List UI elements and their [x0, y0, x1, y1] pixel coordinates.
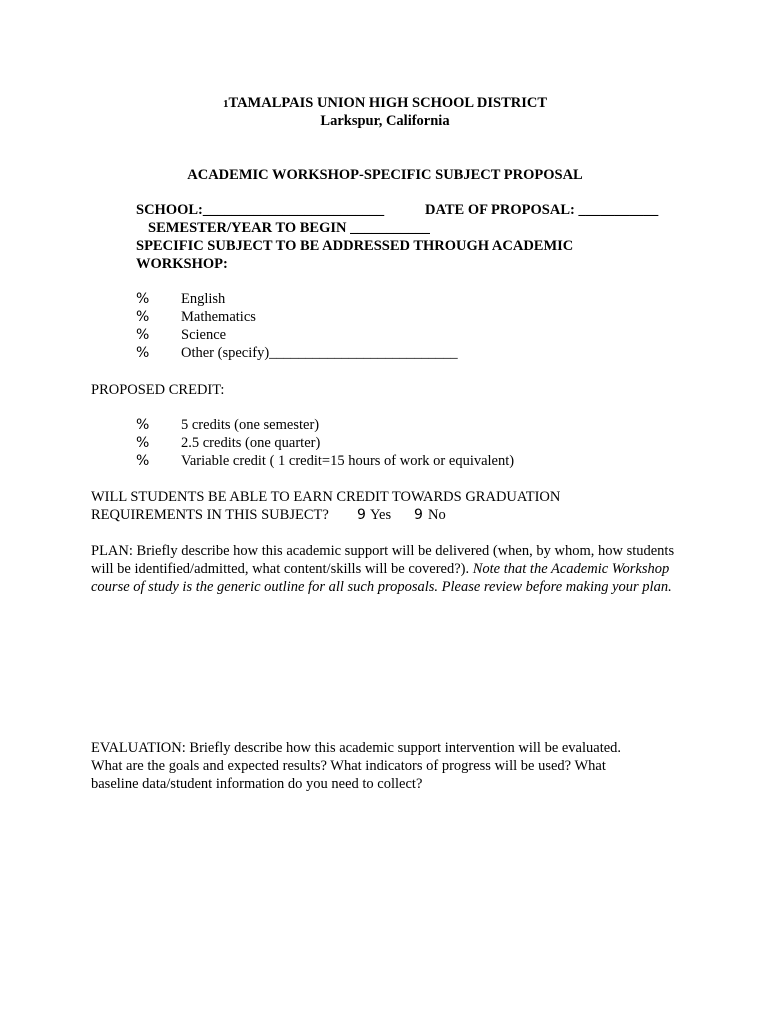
evaluation-instructions: EVALUATION: Briefly describe how this academic support intervention will be evaluated. What are the goals and expected results? What indicators of progress will be used? What baseline data/student information do you need to collect? — [91, 740, 622, 792]
checkbox-icon[interactable]: % — [136, 453, 150, 469]
school-field-label: SCHOOL:_________________________ — [136, 202, 385, 218]
plan-section — [91, 542, 681, 596]
subject-option-other: Other (specify)__________________________ — [181, 345, 458, 361]
credit-option-semester: 5 credits (one semester) — [181, 417, 320, 433]
yes-option-label: Yes — [370, 507, 392, 523]
semester-field-label: SEMESTER/YEAR TO BEGIN ___________ — [148, 220, 430, 236]
checkbox-icon[interactable]: % — [136, 327, 150, 343]
district-name: TAMALPAIS UNION HIGH SCHOOL DISTRICT — [228, 95, 548, 111]
checkbox-icon[interactable]: % — [136, 435, 150, 451]
date-of-proposal-field-label: DATE OF PROPOSAL: ___________ — [425, 202, 659, 218]
checkbox-icon[interactable]: % — [136, 345, 150, 361]
checkbox-icon[interactable]: % — [136, 417, 150, 433]
plan-note: Note that the Academic Workshop course of study is the generic outline for all such proposals. Please review before making your plan. — [91, 561, 672, 595]
district-heading — [0, 94, 770, 113]
subject-option-english: English — [181, 291, 226, 307]
credit-option-variable: Variable credit ( 1 credit=15 hours of work or equivalent) — [181, 453, 515, 469]
yes-checkbox-icon[interactable]: 9 — [357, 507, 366, 523]
subject-label-line1: SPECIFIC SUBJECT TO BE ADDRESSED THROUGH ACADEMIC — [136, 238, 574, 254]
graduation-question-line1: WILL STUDENTS BE ABLE TO EARN CREDIT TOWARDS GRADUATION — [91, 489, 561, 505]
no-checkbox-icon[interactable]: 9 — [414, 507, 423, 523]
checkbox-icon[interactable]: % — [136, 309, 150, 325]
subject-option-science: Science — [181, 327, 227, 343]
credit-option-quarter: 2.5 credits (one quarter) — [181, 435, 321, 451]
checkbox-icon[interactable]: % — [136, 291, 150, 307]
subject-option-mathematics: Mathematics — [181, 309, 256, 325]
subject-label-line2: WORKSHOP: — [136, 256, 228, 272]
plan-instructions: PLAN: Briefly describe how this academic support will be delivered (when, by whom, how students will be identified/admitted, what content/skills will be covered?). — [91, 543, 675, 577]
proposed-credit-label: PROPOSED CREDIT: — [91, 382, 225, 398]
graduation-question-line2: REQUIREMENTS IN THIS SUBJECT? — [91, 507, 329, 523]
district-location: Larkspur, California — [320, 113, 450, 129]
no-option-label: No — [428, 507, 446, 523]
footnote-mark: 1 — [222, 98, 229, 110]
form-title: ACADEMIC WORKSHOP-SPECIFIC SUBJECT PROPOSAL — [187, 167, 583, 183]
